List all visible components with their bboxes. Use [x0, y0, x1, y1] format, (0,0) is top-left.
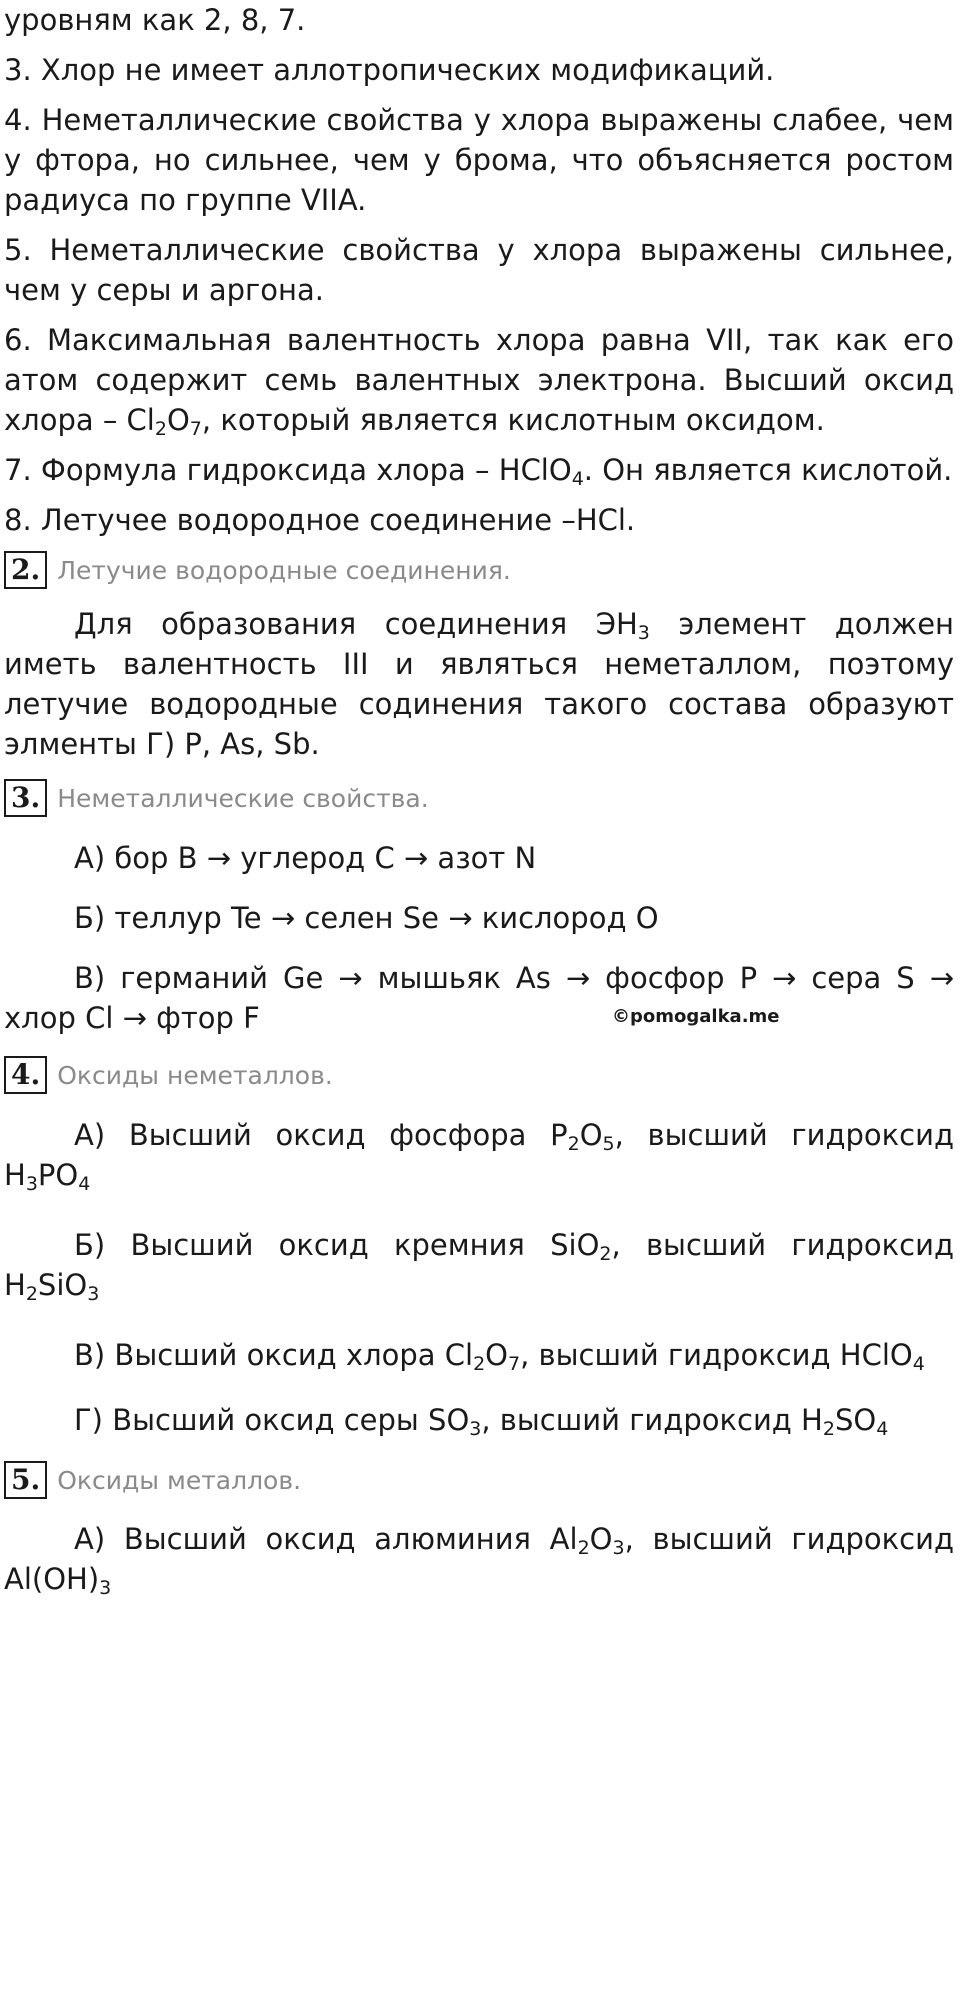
- task-4-item-d: [4, 1400, 954, 1440]
- item-5-line-1: [4, 230, 954, 270]
- line-text: O: [579, 1118, 603, 1152]
- line-text: уровням как 2, 8, 7.: [4, 3, 306, 37]
- subscript: 2: [473, 1353, 486, 1375]
- item-5-line-2: [4, 270, 954, 310]
- task-title: Оксиды неметаллов.: [57, 1060, 333, 1090]
- line-text: SiO: [37, 1268, 88, 1302]
- subscript: 4: [876, 1418, 889, 1440]
- task-5-item-a-line-1: [4, 1519, 954, 1559]
- task-2-heading: [4, 550, 511, 590]
- line-text: Б) теллур Te → селен Se → кислород O: [74, 901, 659, 935]
- line-text: атом содержит семь валентных электрона. Высший оксид: [4, 363, 954, 397]
- task-4-item-c: [4, 1335, 954, 1375]
- subscript: 7: [189, 418, 202, 440]
- subscript: 3: [99, 1577, 112, 1599]
- line-text: у фтора, но сильнее, чем у брома, что объясняется ростом: [4, 143, 954, 177]
- text-line: [4, 0, 954, 40]
- line-text: O: [589, 1522, 613, 1556]
- task-2-line-2: [4, 644, 954, 684]
- item-6-line-2: [4, 360, 954, 400]
- subscript: 2: [822, 1418, 835, 1440]
- task-3-heading: [4, 778, 429, 818]
- line-text: В) Высший оксид хлора Cl: [74, 1338, 474, 1372]
- task-4-item-a-line-2: [4, 1155, 954, 1195]
- task-2-line-1: [4, 604, 954, 644]
- line-text: H: [4, 1268, 26, 1302]
- item-4-line-3: [4, 180, 954, 220]
- line-text: Для образования соединения ЭН: [74, 607, 638, 641]
- line-text: В) германий Ge → мышьяк As → фосфор P → сера S →: [74, 961, 954, 995]
- task-number-box: 2.: [4, 551, 47, 589]
- item-4-line-2: [4, 140, 954, 180]
- line-text: иметь валентность III и являться неметаллом, поэтому: [4, 647, 954, 681]
- line-text: , высший гидроксид H: [481, 1403, 823, 1437]
- subscript: 2: [25, 1283, 38, 1305]
- subscript: 3: [87, 1283, 100, 1305]
- line-text: Al(OH): [4, 1562, 100, 1596]
- line-text: 3. Хлор не имеет аллотропических модификаций.: [4, 53, 775, 87]
- subscript: 7: [508, 1353, 521, 1375]
- task-3-item-a: [4, 838, 954, 878]
- item-4-line-1: [4, 100, 954, 140]
- line-text: 7. Формула гидроксида хлора – HClO: [4, 453, 572, 487]
- subscript: 2: [567, 1133, 580, 1155]
- task-4-item-a-line-1: [4, 1115, 954, 1155]
- task-5-item-a-line-2: [4, 1559, 954, 1599]
- watermark: ©pomogalka.me: [612, 1006, 780, 1027]
- subscript: 4: [912, 1353, 925, 1375]
- task-title: Оксиды металлов.: [57, 1465, 302, 1495]
- task-4-item-b-line-1: [4, 1225, 954, 1265]
- line-text: Б) Высший оксид кремния SiO: [74, 1228, 600, 1262]
- line-text: , высший гидроксид: [614, 1118, 954, 1152]
- line-text: , высший гидроксид: [624, 1522, 954, 1556]
- subscript: 3: [469, 1418, 482, 1440]
- subscript: 3: [25, 1173, 38, 1195]
- task-number-box: 4.: [4, 1056, 47, 1094]
- line-text: радиуса по группе VIIA.: [4, 183, 367, 217]
- line-text: 5. Неметаллические свойства у хлора выражены сильнее,: [4, 233, 954, 267]
- line-text: 8. Летучее водородное соединение –HCl.: [4, 503, 636, 537]
- subscript: 3: [612, 1537, 625, 1559]
- line-text: А) Высший оксид фосфора P: [74, 1118, 568, 1152]
- line-text: А) бор B → углерод C → азот N: [74, 841, 537, 875]
- task-5-heading: [4, 1460, 301, 1500]
- line-text: элемент должен: [649, 607, 955, 641]
- subscript: 5: [602, 1133, 615, 1155]
- line-text: А) Высший оксид алюминия Al: [74, 1522, 578, 1556]
- line-text: , высший гидроксид HClO: [520, 1338, 913, 1372]
- subscript: 2: [154, 418, 167, 440]
- task-number-box: 5.: [4, 1461, 47, 1499]
- task-3-item-c-line-1: [4, 958, 954, 998]
- item-7: [4, 450, 954, 490]
- item-6-line-1: [4, 320, 954, 360]
- line-text: O: [485, 1338, 508, 1372]
- line-text: элменты Г) P, As, Sb.: [4, 727, 320, 761]
- line-text: 4. Неметаллические свойства у хлора выражены слабее, чем: [4, 103, 954, 137]
- line-text: H: [4, 1158, 26, 1192]
- task-title: Неметаллические свойства.: [57, 783, 429, 813]
- line-text: чем у серы и аргона.: [4, 273, 324, 307]
- task-4-item-b-line-2: [4, 1265, 954, 1305]
- item-3: [4, 50, 954, 90]
- task-4-heading: [4, 1055, 333, 1095]
- item-6-line-3: [4, 400, 954, 440]
- line-text: 6. Максимальная валентность хлора равна VII, так как его: [4, 323, 954, 357]
- task-3-item-c-line-2: [4, 998, 954, 1038]
- task-2-line-3: [4, 684, 954, 724]
- line-text: Г) Высший оксид серы SO: [74, 1403, 470, 1437]
- subscript: 4: [78, 1173, 91, 1195]
- subscript: 4: [571, 468, 584, 490]
- subscript: 3: [637, 622, 650, 644]
- line-text: PO: [37, 1158, 79, 1192]
- task-number-box: 3.: [4, 779, 47, 817]
- line-text: летучие водородные содинения такого состава образуют: [4, 687, 954, 721]
- line-text: хлора – Cl: [4, 403, 155, 437]
- task-3-item-b: [4, 898, 954, 938]
- line-text: , который является кислотным оксидом.: [201, 403, 825, 437]
- task-title: Летучие водородные соединения.: [57, 555, 511, 585]
- line-text: хлор Cl → фтор F: [4, 1001, 260, 1035]
- item-8: [4, 500, 954, 540]
- line-text: , высший гидроксид: [611, 1228, 954, 1262]
- line-text: . Он является кислотой.: [583, 453, 953, 487]
- task-2-line-4: [4, 724, 954, 764]
- line-text: O: [166, 403, 190, 437]
- subscript: 2: [599, 1243, 612, 1265]
- line-text: SO: [834, 1403, 877, 1437]
- subscript: 2: [577, 1537, 590, 1559]
